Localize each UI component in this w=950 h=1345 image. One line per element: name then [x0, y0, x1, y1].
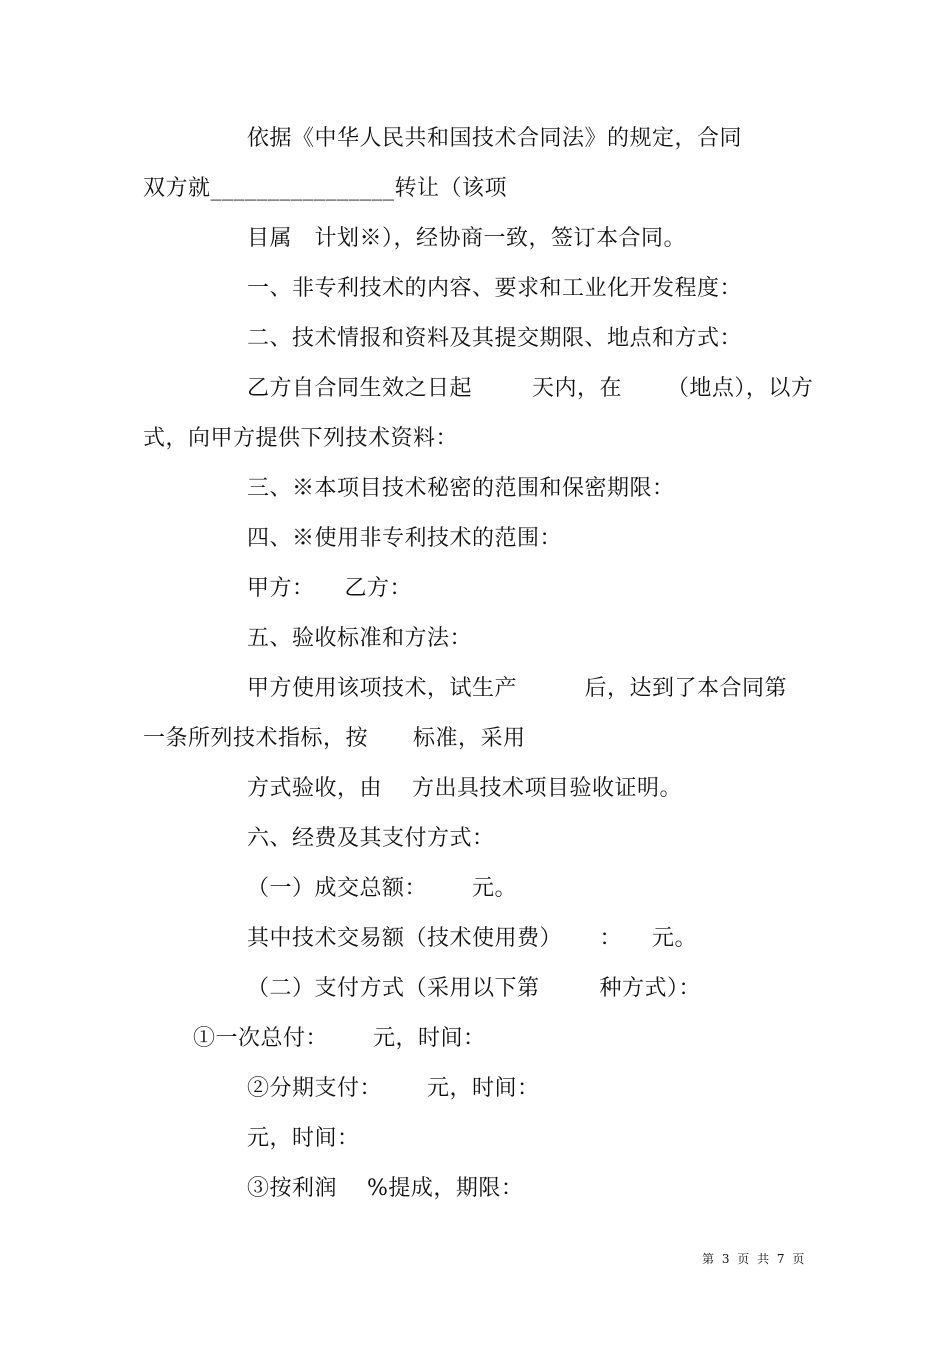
- text-line-14: 方式验收，由 方出具技术项目验收证明。: [247, 776, 682, 801]
- text-line-10: 甲方： 乙方：: [247, 576, 412, 601]
- text-line-19: ①一次总付： 元，时间：: [193, 1026, 486, 1051]
- section-heading-5: 五、验收标准和方法：: [247, 626, 473, 651]
- text-line-17: 其中技术交易额（技术使用费） ： 元。: [247, 926, 697, 951]
- text-line-12: 甲方使用该项技术，试生产 后，达到了本合同第: [247, 676, 787, 701]
- text-line-13: 一条所列技术指标，按 标准，采用: [143, 726, 526, 751]
- text-line-1: 依据《中华人民共和国技术合同法》的规定，合同: [247, 126, 743, 151]
- text-line-6: 乙方自合同生效之日起 天内，在 （地点），以方: [247, 376, 814, 401]
- text-line-16: （一）成交总额： 元。: [247, 876, 517, 901]
- text-line-22: ③按利润 %提成，期限：: [247, 1176, 524, 1201]
- text-line-2: 双方就________________转让（该项: [143, 176, 508, 201]
- section-heading-3: 三、※本项目技术秘密的范围和保密期限：: [247, 476, 675, 501]
- text-line-3: 目属 计划※），经协商一致，签订本合同。: [247, 226, 686, 251]
- text-line-7: 式，向甲方提供下列技术资料：: [143, 426, 459, 451]
- text-line-18: （二）支付方式（采用以下第 种方式）：: [247, 976, 701, 1001]
- section-heading-4: 四、※使用非专利技术的范围：: [247, 526, 563, 551]
- section-heading-2: 二、技术情报和资料及其提交期限、地点和方式：: [247, 326, 743, 351]
- page-number-footer: 第 3 页 共 7 页: [702, 1252, 807, 1266]
- text-line-21: 元，时间：: [247, 1126, 360, 1151]
- section-heading-1: 一、非专利技术的内容、要求和工业化开发程度：: [247, 276, 743, 301]
- text-line-20: ②分期支付： 元，时间：: [247, 1076, 540, 1101]
- section-heading-6: 六、经费及其支付方式：: [247, 826, 495, 851]
